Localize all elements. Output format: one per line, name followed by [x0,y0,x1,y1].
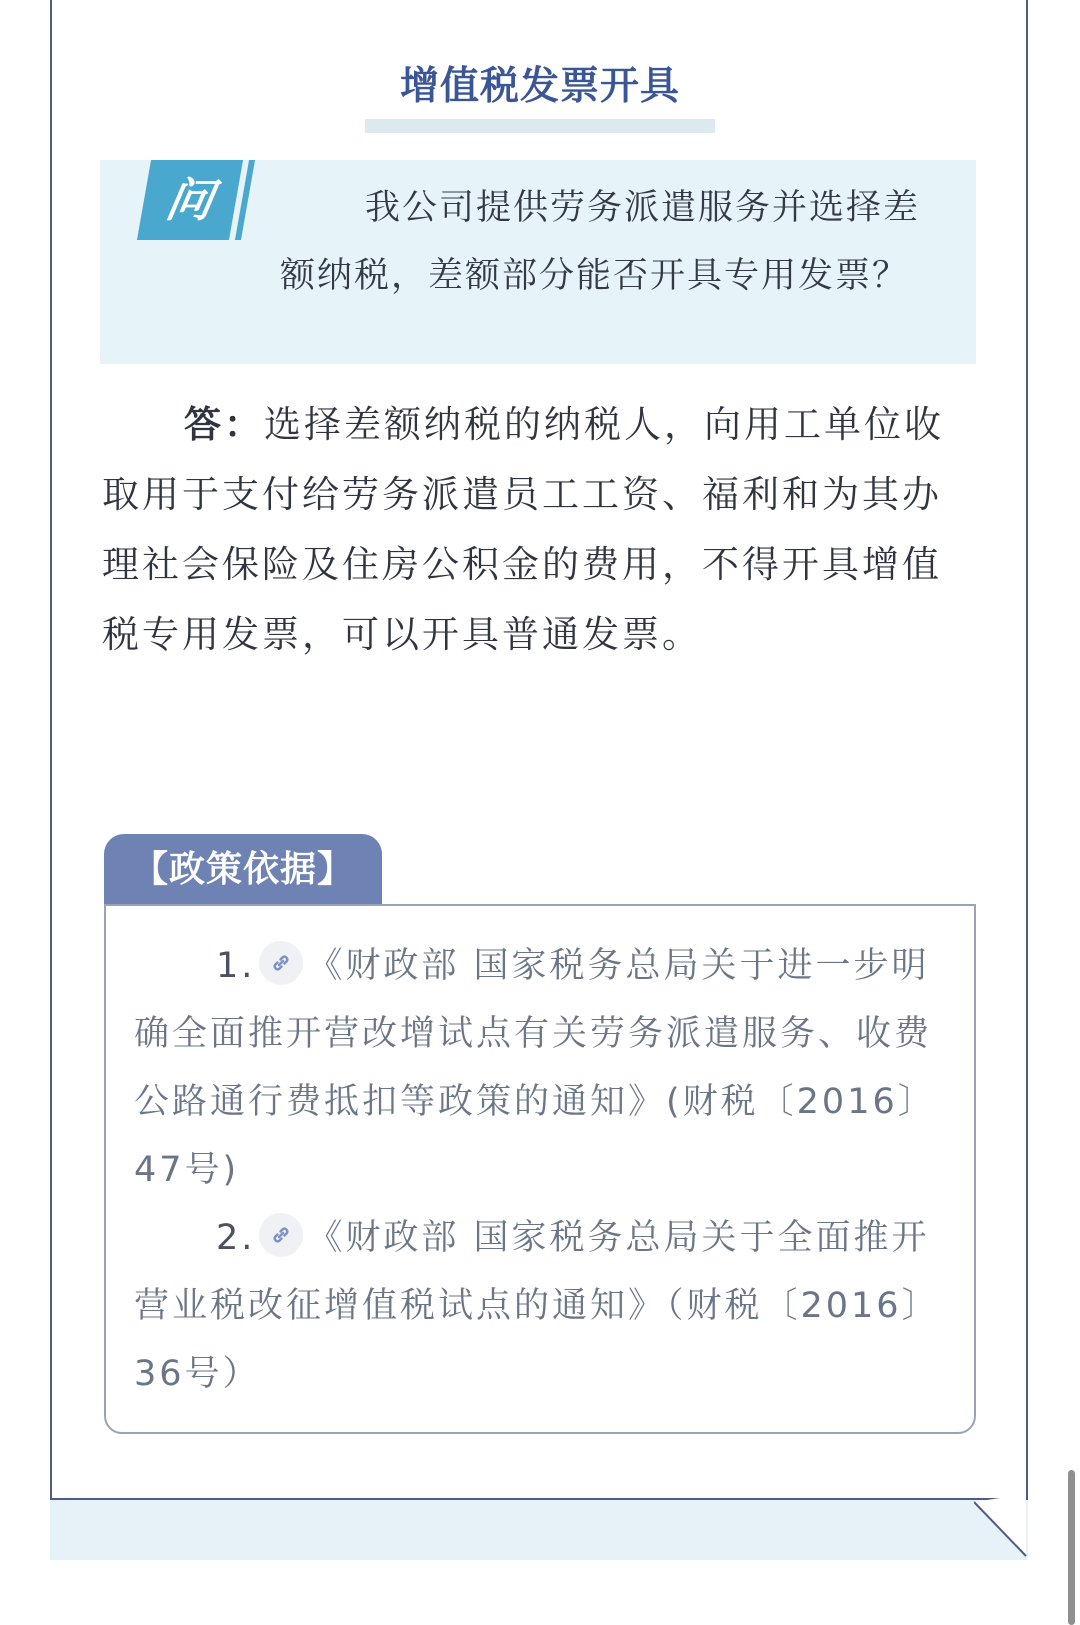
policy-item-number: 2. [216,1218,256,1258]
policy-link-2[interactable]: 《财政部 国家税务总局关于全面推开营业税改征增值税试点的通知》（财税〔2016〕36号） [134,1218,940,1394]
policy-box [104,904,976,1434]
scrollbar[interactable] [1068,1470,1075,1625]
question-badge: 问 [137,160,243,240]
policy-link-1[interactable]: 《财政部 国家税务总局关于进一步明确全面推开营改增试点有关劳务派遣服务、收费公路通行费抵扣等政策的通知》(财税〔2016〕47号) [134,946,936,1190]
policy-item-number: 1. [216,946,256,986]
question-text: 我公司提供劳务派遣服务并选择差额纳税，差额部分能否开具专用发票？ [280,188,921,296]
page-title: 增值税发票开具 [368,55,712,111]
policy-item [106,1204,974,1408]
answer-label: 答： [184,403,264,446]
title-wrap [0,55,1080,111]
link-icon[interactable] [259,1213,303,1257]
policy-heading: 【政策依据】 [104,834,382,906]
answer-paragraph [102,390,976,670]
link-icon[interactable] [259,941,303,985]
bottom-band [50,1500,1028,1560]
corner-fold [974,1494,1028,1560]
policy-list [106,932,974,1408]
question-box [100,160,976,364]
policy-item [106,932,974,1204]
answer-text: 选择差额纳税的纳税人，向用工单位收取用于支付给劳务派遣员工工资、福利和为其办理社会保险及住房公积金的费用，不得开具增值税专用发票，可以开具普通发票。 [102,403,944,656]
